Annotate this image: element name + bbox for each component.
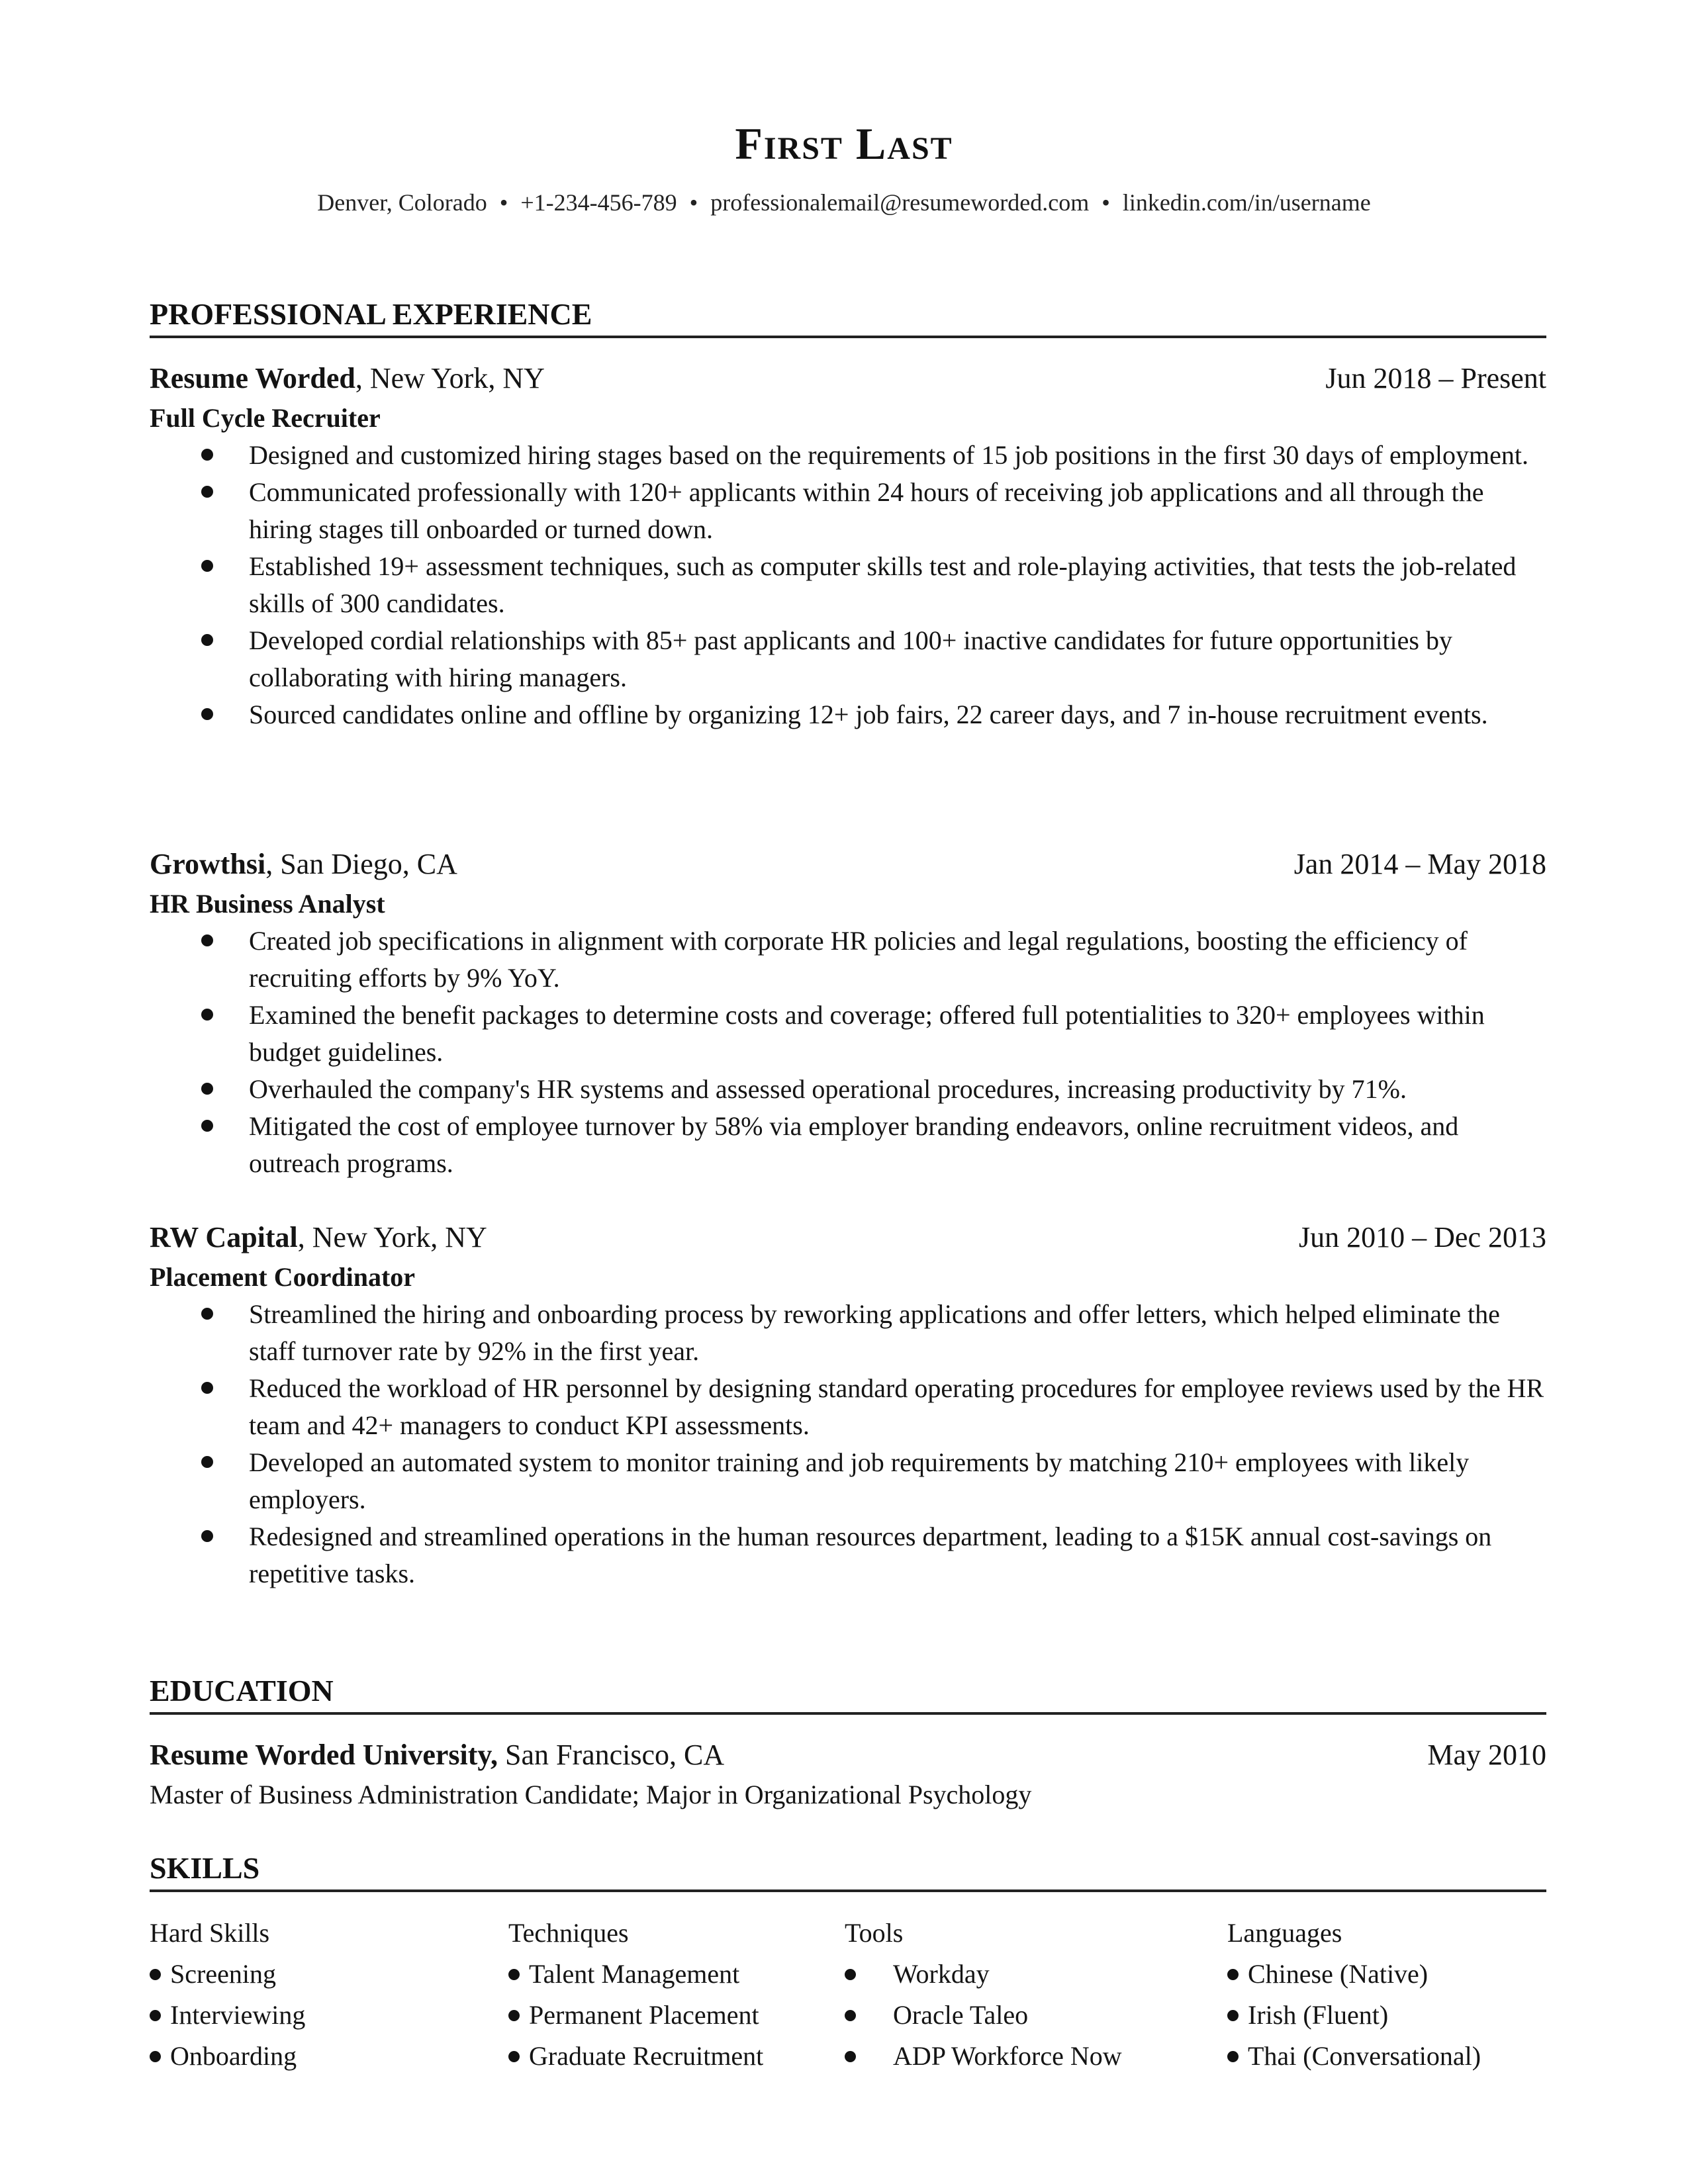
bullet-dot <box>508 2010 520 2021</box>
bullet-dot <box>201 486 213 498</box>
skill-item <box>1227 1954 1481 1995</box>
bullet-dot <box>201 1009 213 1021</box>
bullet-item <box>150 1108 1546 1182</box>
job-company: RW Capital <box>150 1221 298 1253</box>
skill-item <box>1227 2036 1481 2077</box>
job-location: , San Diego, CA <box>265 848 457 880</box>
bullet-dot <box>201 1308 213 1320</box>
bullet-dot <box>201 1530 213 1542</box>
bullet-item <box>150 622 1546 696</box>
skills-column-title: Techniques <box>508 1918 629 1948</box>
bullet-text: Reduced the workload of HR personnel by designing standard operating procedures for employee reviews used by the HR team and 42+ managers to conduct KPI assessments. <box>249 1373 1544 1440</box>
education-date: May 2010 <box>1427 1739 1546 1771</box>
bullet-text: Streamlined the hiring and onboarding process by reworking applications and offer letters, which helped eliminate the staff turnover rate by 92% in the first year. <box>249 1299 1500 1366</box>
skill-text: Workday <box>893 1959 990 1989</box>
bullet-text: Created job specifications in alignment with corporate HR policies and legal regulations, boosting the efficiency of recruiting efforts by 9% YoY. <box>249 926 1468 993</box>
skills-column-title: Languages <box>1227 1918 1342 1948</box>
bullet-item <box>150 1518 1546 1592</box>
education-entry <box>150 1738 1546 1813</box>
job-company: Growthsi <box>150 848 266 880</box>
bullet-text: Communicated professionally with 120+ applicants within 24 hours of receiving job applications and all through the hiring stages till onboarded or turned down. <box>249 477 1484 544</box>
bullet-text: Developed an automated system to monitor training and job requirements by matching 210+ employees with likely employers. <box>249 1447 1470 1514</box>
contact-linkedin: linkedin.com/in/username <box>1122 189 1371 216</box>
job-entry <box>150 847 1546 1182</box>
skill-item <box>150 2036 305 2077</box>
bullet-text: Overhauled the company's HR systems and assessed operational procedures, increasing productivity by 71%. <box>249 1074 1407 1104</box>
skill-item <box>508 1995 763 2036</box>
job-location: , New York, NY <box>355 362 545 394</box>
bullet-dot <box>201 708 213 720</box>
education-degree: Master of Business Administration Candidate; Major in Organizational Psychology <box>150 1780 1032 1809</box>
bullet-dot <box>201 934 213 946</box>
skill-text: Thai (Conversational) <box>1248 2041 1481 2071</box>
bullet-item <box>150 1370 1546 1444</box>
experience-heading: PROFESSIONAL EXPERIENCE <box>150 296 1546 338</box>
bullet-item <box>150 474 1546 548</box>
bullet-text: Examined the benefit packages to determine costs and coverage; offered full potentialities to 320+ employees within budget guidelines. <box>249 1000 1485 1067</box>
candidate-name: First Last <box>735 118 953 169</box>
skills-column-tools <box>845 1913 1122 2077</box>
skill-text: Graduate Recruitment <box>529 2041 764 2071</box>
job-company: Resume Worded <box>150 362 355 394</box>
contact-separator: • <box>499 189 508 216</box>
contact-separator: • <box>689 189 698 216</box>
job-dates: Jun 2018 – Present <box>1325 362 1546 394</box>
skills-column-hard-skills <box>150 1913 305 2077</box>
bullet-dot <box>201 1382 213 1394</box>
job-header <box>150 361 1546 400</box>
education-heading: EDUCATION <box>150 1673 1546 1715</box>
bullet-dot <box>1227 2051 1239 2062</box>
skill-item <box>508 2036 763 2077</box>
bullet-text: Established 19+ assessment techniques, such as computer skills test and role-playing activities, that tests the job-related skills of 300 candidates. <box>249 551 1517 618</box>
bullet-dot <box>845 1969 856 1980</box>
skills-column-title: Tools <box>845 1918 904 1948</box>
job-title: Full Cycle Recruiter <box>150 403 381 433</box>
skill-text: Talent Management <box>529 1959 740 1989</box>
contact-phone: +1-234-456-789 <box>520 189 677 216</box>
skill-item <box>150 1954 305 1995</box>
skills-grid <box>150 1913 1546 2085</box>
bullet-dot <box>201 560 213 572</box>
skills-column-title: Hard Skills <box>150 1918 270 1948</box>
education-school: Resume Worded University, <box>150 1739 498 1771</box>
bullet-item <box>150 437 1546 474</box>
bullet-item <box>150 997 1546 1071</box>
job-title: Placement Coordinator <box>150 1262 416 1292</box>
job-header <box>150 847 1546 886</box>
job-title: HR Business Analyst <box>150 889 385 919</box>
bullet-dot <box>845 2051 856 2062</box>
bullet-text: Designed and customized hiring stages based on the requirements of 15 job positions in the first 30 days of employment. <box>249 440 1528 470</box>
skill-item <box>845 1995 1122 2036</box>
bullet-dot <box>150 2051 161 2062</box>
bullet-item <box>150 548 1546 622</box>
job-header <box>150 1220 1546 1259</box>
job-bullets <box>150 923 1546 1182</box>
bullet-item <box>150 923 1546 997</box>
education-header <box>150 1738 1546 1776</box>
skill-text: Chinese (Native) <box>1248 1959 1429 1989</box>
job-entry <box>150 361 1546 733</box>
bullet-item <box>150 696 1546 733</box>
skills-column-languages <box>1227 1913 1481 2077</box>
bullet-dot <box>201 1083 213 1095</box>
bullet-dot <box>150 2010 161 2021</box>
job-entry <box>150 1220 1546 1592</box>
bullet-text: Sourced candidates online and offline by organizing 12+ job fairs, 22 career days, and 7 in-house recruitment events. <box>249 700 1488 729</box>
job-location: , New York, NY <box>297 1221 487 1253</box>
contact-email: professionalemail@resumeworded.com <box>710 189 1090 216</box>
skills-column-techniques <box>508 1913 763 2077</box>
bullet-text: Mitigated the cost of employee turnover by 58% via employer branding endeavors, online recruitment videos, and outreach programs. <box>249 1111 1459 1178</box>
bullet-item <box>150 1071 1546 1108</box>
skill-text: Oracle Taleo <box>893 2000 1029 2030</box>
skill-item <box>150 1995 305 2036</box>
skill-item <box>508 1954 763 1995</box>
skill-text: Permanent Placement <box>529 2000 759 2030</box>
skill-text: ADP Workforce Now <box>893 2041 1122 2071</box>
bullet-dot <box>150 1969 161 1980</box>
skill-item <box>1227 1995 1481 2036</box>
job-dates: Jun 2010 – Dec 2013 <box>1299 1221 1546 1253</box>
job-bullets <box>150 437 1546 733</box>
contact-separator: • <box>1102 189 1110 216</box>
bullet-dot <box>845 2010 856 2021</box>
bullet-dot <box>201 1120 213 1132</box>
skill-text: Irish (Fluent) <box>1248 2000 1389 2030</box>
contact-location: Denver, Colorado <box>317 189 487 216</box>
bullet-text: Redesigned and streamlined operations in the human resources department, leading to a $15K annual cost-savings on repetitive tasks. <box>249 1522 1492 1588</box>
bullet-item <box>150 1444 1546 1518</box>
skill-item <box>845 2036 1122 2077</box>
job-dates: Jan 2014 – May 2018 <box>1293 848 1546 880</box>
bullet-dot <box>201 634 213 646</box>
job-bullets <box>150 1296 1546 1592</box>
skill-item <box>845 1954 1122 1995</box>
education-location: San Francisco, CA <box>497 1739 725 1771</box>
skill-text: Onboarding <box>170 2041 297 2071</box>
bullet-dot <box>1227 2010 1239 2021</box>
skills-heading: SKILLS <box>150 1850 1546 1892</box>
bullet-item <box>150 1296 1546 1370</box>
bullet-dot <box>1227 1969 1239 1980</box>
bullet-dot <box>201 449 213 461</box>
skill-text: Interviewing <box>170 2000 306 2030</box>
skill-text: Screening <box>170 1959 276 1989</box>
bullet-dot <box>201 1456 213 1468</box>
bullet-text: Developed cordial relationships with 85+ past applicants and 100+ inactive candidates for future opportunities by collaborating with hiring managers. <box>249 625 1452 692</box>
bullet-dot <box>508 2051 520 2062</box>
bullet-dot <box>508 1969 520 1980</box>
contact-line <box>0 189 1688 216</box>
